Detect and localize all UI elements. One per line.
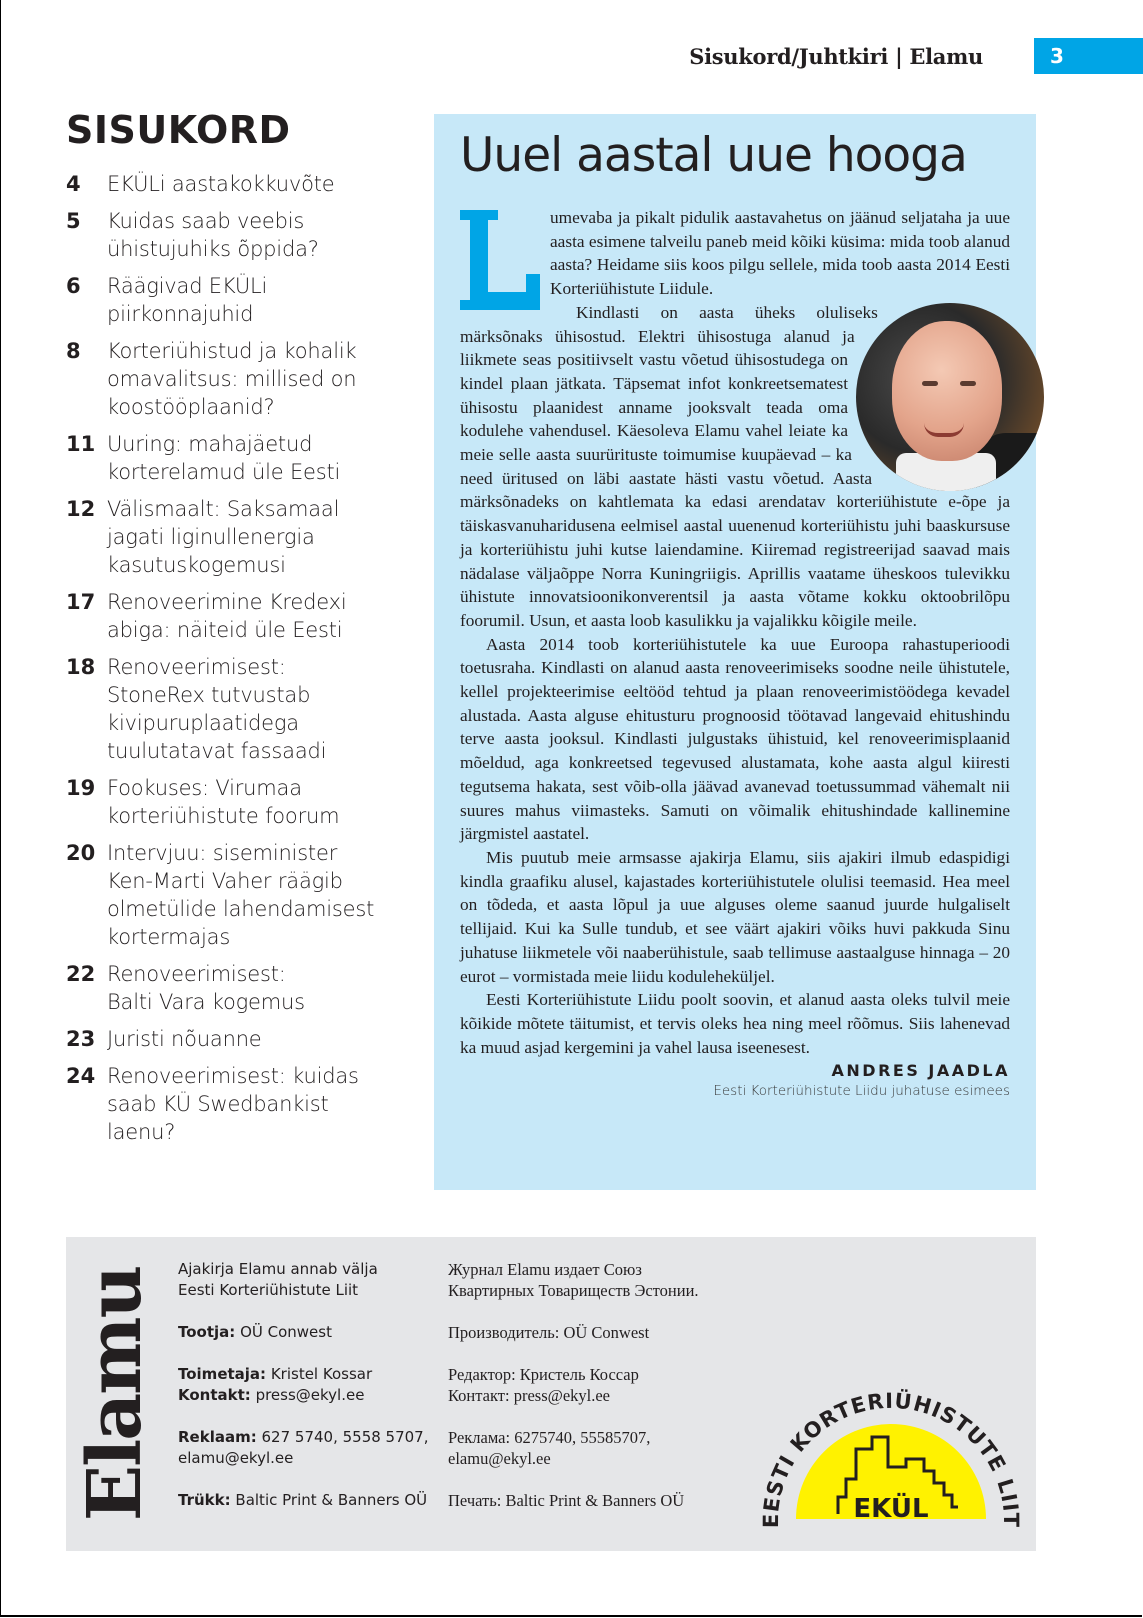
toc-item-title: Renoveerimisest: StoneRex tutvustab kivipuruplaatidega tuulutatavat fassaadi xyxy=(107,655,327,763)
toc-page-number: 4 xyxy=(66,172,81,196)
print-value: Baltic Print & Banners OÜ xyxy=(235,1491,428,1509)
toc-item-title: Renoveerimisest: kuidas saab KÜ Swedbankist laenu? xyxy=(107,1064,359,1144)
editorial-paragraph: Aasta 2014 toob korteriühistutele ka uue Euroopa rahastuperioodi toetusraha. Kindlasti on alanud aasta renoveerimiseks soodne neile ühistutele, kellel projekteerimise eeltööd tehtud ja plaan renoveerimistöödega kevadel alustada. Aasta alguse ehitusturu prognoosid töötavad langevaid ehitushindu terve aasta jooksul. Kindlasti julgustaks ühistuid, kel renoveerimisplaanid mõeldud, aga konkreetsed tegevused alustamata, kohe aasta algul kiiresti tegutsema hakata, sest võib-olla jäävad avanevad toetussummad vähemalt nii suures mahus viimasteks. Samuti on võimalik ehitushindade kallinemine järgmistel aastatel. xyxy=(460,634,1010,844)
contact-email[interactable]: press@ekyl.ee xyxy=(255,1386,365,1404)
toc-item-title: Fookuses: Virumaa korteriühistute foorum xyxy=(107,776,340,828)
toc-item-title: Renoveerimine Kredexi abiga: näiteid üle Eesti xyxy=(107,590,347,642)
table-of-contents xyxy=(66,108,406,1155)
editor-value: Kristel Kossar xyxy=(270,1365,373,1383)
ekyl-logo xyxy=(756,1349,1026,1539)
producer-value: OÜ Conwest xyxy=(240,1323,332,1341)
toc-page-number: 20 xyxy=(66,841,96,865)
toc-item[interactable] xyxy=(66,588,406,644)
toc-page-number: 18 xyxy=(66,655,96,679)
producer-ru: Производитель: OÜ Conwest xyxy=(448,1323,650,1342)
toc-item[interactable] xyxy=(66,495,406,579)
toc-item[interactable] xyxy=(66,430,406,486)
toc-page-number: 8 xyxy=(66,339,81,363)
toc-item[interactable] xyxy=(66,960,406,1016)
toc-page-number: 6 xyxy=(66,274,81,298)
toc-item-title: EKÜLi aastakokkuvõte xyxy=(107,172,335,196)
publisher-line-ru: Квартирных Товариществ Эстонии. xyxy=(448,1281,699,1300)
contact-ru: Контакт: press@ekyl.ee xyxy=(448,1386,611,1405)
ads-phone: 627 5740, 5558 5707, xyxy=(261,1428,429,1446)
toc-page-number: 11 xyxy=(66,432,96,456)
logo-arc-text: EESTI KORTERIÜHISTUTE LIIT xyxy=(758,1388,1024,1529)
toc-item[interactable] xyxy=(66,653,406,765)
toc-item[interactable] xyxy=(66,207,406,263)
contact-label: Kontakt: xyxy=(178,1386,251,1404)
editorial-paragraph: Mis puutub meie armsasse ajakirja Elamu, siis ajakiri ilmub edaspidigi kindla graafiku alusel, kajastades korteriühistutele olulisi teemasid. Hea meel on tõdeda, et aasta lõpul ja uue alguses oleme saanud juurde hulgaliselt tellijaid. Kui ka Sulle tundub, et see väärt ajakiri võiks huvi pakkuda Sinu juhatuse liikmetele või naaberühistule, saab tellimuse aastaalguse hinnaga – 20 eurot – vormistada meie liidu koduleheküljel. xyxy=(460,847,1010,986)
ads-email-ru[interactable]: elamu@ekyl.ee xyxy=(448,1449,551,1468)
editorial-box xyxy=(434,114,1036,1190)
editor-label: Toimetaja: xyxy=(178,1365,267,1383)
colophon-estonian xyxy=(178,1259,438,1532)
author-role: Eesti Korteriühistute Liidu juhatuse esimees xyxy=(713,1083,1010,1100)
toc-item[interactable] xyxy=(66,272,406,328)
toc-item-title: Intervjuu: siseminister Ken-Marti Vaher räägib olmetülide lahendamisest kortermajas xyxy=(107,841,375,949)
editorial-title: Uuel aastal uue hooga xyxy=(460,128,967,183)
toc-title: SISUKORD xyxy=(66,108,291,152)
ads-ru: Реклама: 6275740, 55585707, xyxy=(448,1428,651,1447)
ads-label: Reklaam: xyxy=(178,1428,257,1446)
toc-item[interactable] xyxy=(66,337,406,421)
toc-item[interactable] xyxy=(66,1062,406,1146)
editor-ru: Редактор: Кристель Коссар xyxy=(448,1365,639,1384)
toc-item-title: Renoveerimisest: Balti Vara kogemus xyxy=(107,962,305,1014)
toc-page-number: 5 xyxy=(66,209,81,233)
toc-item[interactable] xyxy=(66,774,406,830)
toc-page-number: 22 xyxy=(66,962,96,986)
toc-page-number: 19 xyxy=(66,776,96,800)
print-ru: Печать: Baltic Print & Banners OÜ xyxy=(448,1491,685,1510)
toc-page-number: 24 xyxy=(66,1064,96,1088)
publisher-line-ru: Журнал Elamu издает Союз xyxy=(448,1260,642,1279)
toc-page-number: 12 xyxy=(66,497,96,521)
editorial-paragraph: Eesti Korteriühistute Liidu poolt soovin, et alanud aasta oleks tulvil meie kõikide mõtete täitumist, et tervis oleks hea ning meel rõõmus. Siis lahenevad ka muud asjad kergemini ja vahel lausa iseenesest. xyxy=(460,990,1010,1057)
publisher-line: Ajakirja Elamu annab välja xyxy=(178,1260,378,1278)
colophon xyxy=(66,1237,1036,1551)
toc-list xyxy=(66,170,406,1146)
page-number: 3 xyxy=(1034,38,1143,74)
print-label: Trükk: xyxy=(178,1491,231,1509)
editorial-body xyxy=(460,206,1010,1059)
toc-page-number: 17 xyxy=(66,590,96,614)
toc-item-title: Juristi nõuanne xyxy=(107,1027,262,1051)
author-name: ANDRES JAADLA xyxy=(831,1061,1010,1081)
toc-item[interactable] xyxy=(66,1025,406,1053)
toc-item[interactable] xyxy=(66,839,406,951)
masthead-logo: Elamu xyxy=(72,1266,158,1522)
ads-email[interactable]: elamu@ekyl.ee xyxy=(178,1449,294,1467)
toc-item-title: Räägivad EKÜLi piirkonnajuhid xyxy=(107,274,268,326)
toc-item-title: Kuidas saab veebis ühistujuhiks õppida? xyxy=(107,209,319,261)
toc-item-title: Korteriühistud ja kohalik omavalitsus: millised on koostööplaanid? xyxy=(107,339,357,419)
editorial-paragraph: umevaba ja pikalt pidulik aastavahetus on jäänud seljataha ja uue aasta esimene talveilu paneb meid kõiki küsima: mida toob alanud aasta? Heidame siis koos pilgu sellele, mida toob aasta 2014 Eesti Korteriühistute Liidule. xyxy=(550,208,1010,299)
dropcap-letter xyxy=(456,210,544,310)
toc-page-number: 23 xyxy=(66,1027,96,1051)
toc-item-title: Välismaalt: Saksamaal jagati liginullenergia kasutuskogemusi xyxy=(107,497,340,577)
producer-label: Tootja: xyxy=(178,1323,236,1341)
toc-item[interactable] xyxy=(66,170,406,198)
colophon-russian xyxy=(448,1259,748,1532)
publisher-line: Eesti Korteriühistute Liit xyxy=(178,1281,359,1299)
running-head: Sisukord/Juhtkiri | Elamu xyxy=(689,44,983,69)
logo-center-text: EKÜL xyxy=(853,1494,929,1524)
editorial-paragraph: Kindlasti on aasta üheks oluliseks märksõnaks ühisostud. Elektri ühisostuga alanud ja liikmete seas positiivselt vastu võetud ühisostudega on kindel plaan jätkata. Täpsemat infot konkreetsematest ühisostu plaanidest anname jooksvalt teada oma kodulehe vahendusel. Käesoleva Elamu vahel leiate ka meie selle aasta suurürituste toimumise kuupäevad – ka need üritused on läbi aastate hästi vastu võetud. Aasta märksõnadeks on kahtlemata ka edasi arendatav korteriühistute e-õpe ja täiskasvanuharidusena eelmisel aastal uuenenud korteriühistu juhi baaskursuse ja korteriühistu juhi kutse laiendamine. Kiiremad registreerijad saavad mais nädalase väljaõppe Norra Kuningriigis. Aprillis vaatame üheskoos tulevikku ühistute innovatsioonikonverentsil ja aasta võtame kokku oktoobrilõpu foorumil. Usun, et aasta loob kasulikku ja vajalikku kõigile meile. xyxy=(460,302,1010,630)
toc-item-title: Uuring: mahajäetud korterelamud üle Eesti xyxy=(107,432,341,484)
author-portrait xyxy=(856,303,1044,491)
